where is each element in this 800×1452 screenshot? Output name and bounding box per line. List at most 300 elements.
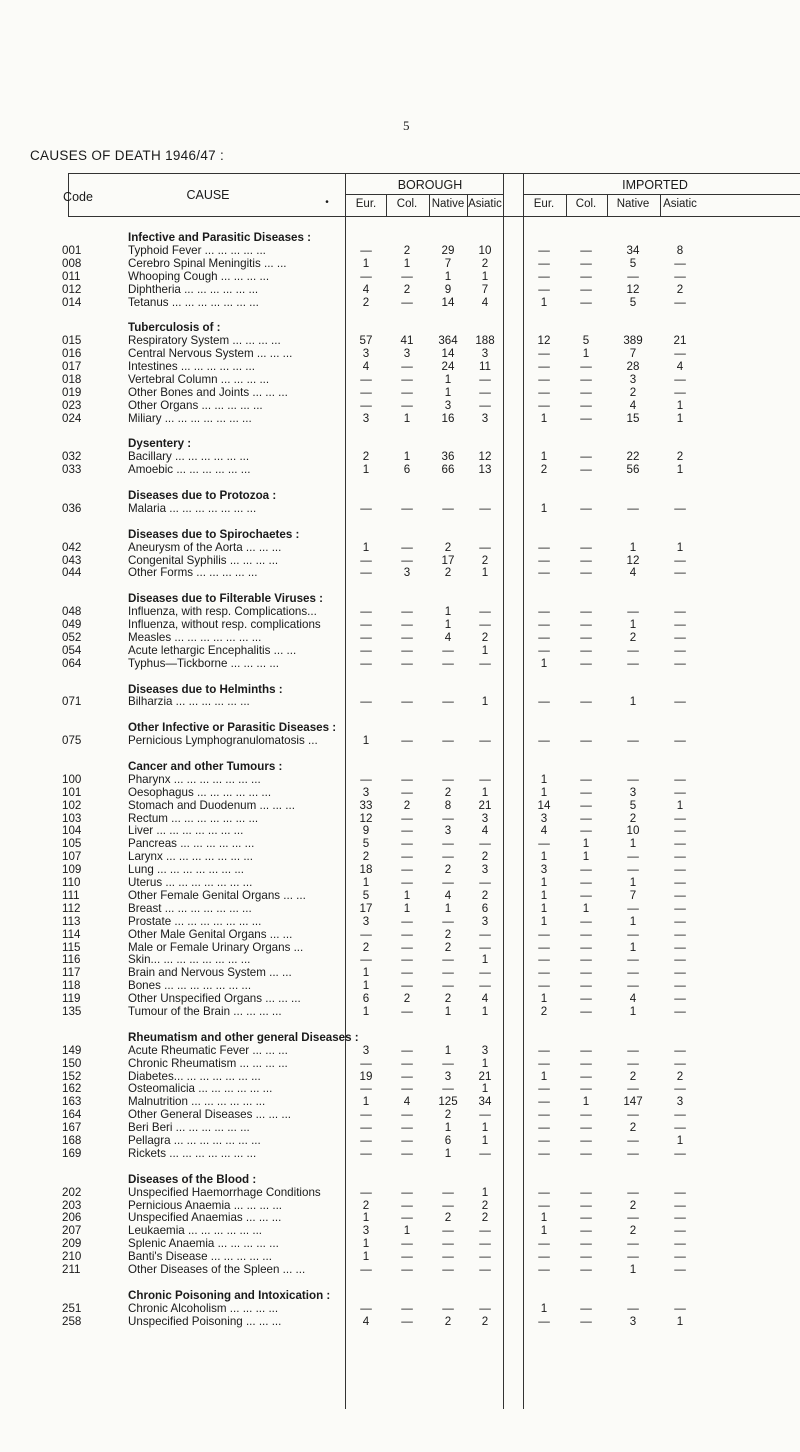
row-code: 100: [62, 772, 82, 786]
cell-borough-asiatic: 11: [478, 360, 492, 373]
cell-imported-col: —: [580, 966, 592, 980]
cell-imported-col: —: [580, 566, 592, 580]
cell-borough-eur: —: [360, 656, 372, 670]
cell-borough-native: 2: [444, 940, 452, 954]
cell-borough-native: —: [442, 914, 454, 928]
cell-imported-col: —: [580, 1211, 592, 1225]
row-cause: Pharynx ... ... ... ... ... ... ...: [128, 772, 261, 786]
cell-borough-col: —: [401, 1185, 413, 1199]
cell-imported-asiatic: —: [674, 1108, 686, 1122]
cell-imported-eur: —: [538, 1095, 550, 1109]
row-code: 164: [62, 1108, 82, 1122]
cell-imported-eur: —: [538, 953, 550, 967]
cell-borough-native: 17: [441, 553, 455, 567]
cell-imported-asiatic: 1: [676, 398, 684, 412]
cell-borough-eur: 1: [362, 876, 370, 889]
cell-borough-native: 9: [444, 282, 452, 296]
cell-borough-native: 2: [444, 1211, 452, 1225]
cell-borough-asiatic: —: [479, 1263, 491, 1276]
table-row: [0, 270, 800, 283]
cell-imported-asiatic: —: [674, 347, 686, 361]
cell-borough-eur: 17: [359, 901, 373, 915]
row-code: 115: [62, 940, 81, 954]
cell-borough-col: —: [401, 824, 413, 838]
row-code: 152: [62, 1069, 82, 1083]
cell-imported-asiatic: 2: [676, 1069, 684, 1083]
cell-borough-col: —: [401, 1146, 413, 1160]
cell-imported-eur: 1: [540, 901, 548, 915]
cell-imported-col: —: [580, 295, 592, 309]
cell-borough-native: —: [442, 1237, 454, 1251]
cell-borough-native: —: [442, 1198, 454, 1212]
row-cause: Male or Female Urinary Organs ...: [128, 940, 304, 954]
row-cause: Liver ... ... ... ... ... ... ...: [128, 824, 244, 838]
cell-imported-col: 5: [582, 334, 590, 348]
cell-imported-eur: 1: [540, 656, 548, 670]
cell-borough-asiatic: —: [479, 656, 491, 670]
cell-borough-asiatic: 2: [481, 888, 489, 902]
cell-borough-eur: 4: [362, 360, 370, 373]
table-row: [0, 902, 800, 915]
table-row: [0, 283, 800, 296]
cell-borough-asiatic: 3: [481, 347, 489, 361]
cell-borough-asiatic: 12: [478, 450, 492, 464]
cell-imported-col: —: [580, 1043, 592, 1057]
cell-imported-eur: 1: [540, 295, 548, 309]
cell-borough-eur: 19: [359, 1069, 373, 1083]
cell-imported-native: 4: [629, 992, 637, 1006]
row-cause: Pancreas ... ... ... ... ... ...: [128, 837, 255, 851]
row-code: 107: [62, 850, 82, 864]
row-code: 162: [62, 1082, 82, 1096]
cell-imported-asiatic: —: [674, 269, 686, 283]
cell-borough-eur: —: [360, 385, 372, 399]
cell-imported-eur: —: [538, 1185, 550, 1199]
cell-borough-native: —: [442, 1082, 454, 1096]
cell-borough-eur: 5: [362, 888, 370, 902]
table-row: [0, 257, 800, 270]
cell-borough-asiatic: 2: [481, 850, 489, 864]
header-bottom-border: [68, 216, 800, 217]
table-row: [0, 360, 800, 373]
section-heading: Chronic Poisoning and Intoxication :: [128, 1288, 331, 1302]
cell-imported-asiatic: —: [674, 785, 686, 799]
cell-borough-native: 24: [441, 360, 455, 373]
row-code: 102: [62, 798, 82, 812]
cell-borough-asiatic: —: [479, 927, 491, 941]
cell-imported-col: 1: [582, 1095, 590, 1109]
row-cause: Other Organs ... ... ... ... ...: [128, 398, 263, 412]
cell-imported-eur: —: [538, 1237, 550, 1251]
cell-imported-eur: 12: [537, 334, 551, 348]
cell-imported-asiatic: —: [674, 1082, 686, 1096]
table-row: [0, 824, 800, 837]
cell-borough-eur: —: [360, 1301, 372, 1315]
table-row: [0, 334, 800, 347]
cell-imported-col: —: [580, 630, 592, 644]
row-code: 105: [62, 837, 82, 851]
cell-imported-asiatic: —: [674, 927, 686, 941]
table-row: [0, 953, 800, 966]
row-cause: Unspecified Haemorrhage Conditions: [128, 1185, 321, 1199]
cell-imported-native: —: [627, 1056, 639, 1070]
cell-imported-col: —: [580, 1134, 592, 1147]
row-code: 167: [62, 1121, 82, 1135]
cell-imported-col: 1: [582, 850, 590, 864]
cell-borough-col: —: [401, 1250, 413, 1264]
cell-imported-eur: 1: [540, 1211, 548, 1225]
cell-borough-col: 1: [403, 888, 411, 902]
header-borough: BOROUGH: [397, 178, 463, 192]
cell-borough-col: —: [401, 385, 413, 399]
table-row: [0, 1057, 800, 1070]
cell-borough-col: —: [401, 837, 413, 851]
cell-borough-col: —: [401, 553, 413, 567]
cell-imported-eur: —: [538, 1043, 550, 1057]
cell-imported-native: —: [627, 1082, 639, 1096]
table-row: [0, 1315, 800, 1328]
row-cause: Cerebro Spinal Meningitis ... ...: [128, 256, 287, 270]
row-code: 103: [62, 811, 82, 825]
cell-imported-native: —: [627, 1237, 639, 1251]
cell-borough-asiatic: 1: [481, 1056, 489, 1070]
cell-borough-asiatic: —: [479, 501, 491, 515]
section-heading: Diseases due to Protozoa :: [128, 489, 277, 502]
table-row: [0, 618, 800, 631]
cell-borough-col: 2: [403, 282, 411, 296]
cell-borough-native: 3: [444, 824, 452, 838]
row-code: 049: [62, 618, 82, 631]
cell-imported-native: —: [627, 772, 639, 786]
cell-imported-asiatic: 1: [676, 463, 684, 477]
table-row: [0, 695, 800, 708]
cell-imported-native: 12: [626, 553, 640, 567]
cell-borough-eur: 1: [362, 1005, 370, 1018]
cell-imported-col: —: [580, 1224, 592, 1238]
cell-imported-col: —: [580, 798, 592, 812]
table-row: [0, 554, 800, 567]
row-code: 258: [62, 1314, 82, 1328]
cell-borough-eur: —: [360, 501, 372, 515]
row-code: 112: [62, 901, 81, 915]
cell-imported-eur: —: [538, 566, 550, 580]
cell-borough-native: 2: [444, 540, 452, 554]
cell-imported-col: —: [580, 979, 592, 993]
cell-imported-col: —: [580, 540, 592, 554]
row-cause: Chronic Rheumatism ... ... ... ...: [128, 1056, 288, 1070]
cell-imported-native: 3: [629, 372, 637, 386]
row-cause: Respiratory System ... ... ... ...: [128, 334, 281, 348]
cell-borough-asiatic: 1: [481, 1005, 489, 1018]
row-cause: Other Bones and Joints ... ... ...: [128, 385, 288, 399]
cell-imported-col: —: [580, 927, 592, 941]
table-row: [0, 1108, 800, 1121]
table-row: [0, 889, 800, 902]
cell-borough-asiatic: —: [479, 876, 491, 889]
row-cause: Amoebic ... ... ... ... ... ...: [128, 463, 251, 477]
cell-imported-asiatic: —: [674, 863, 686, 877]
cell-borough-asiatic: —: [479, 618, 491, 631]
table-row: [0, 876, 800, 889]
cell-borough-native: —: [442, 734, 454, 748]
cell-imported-native: 3: [629, 1314, 637, 1328]
row-cause: Other General Diseases ... ... ...: [128, 1108, 292, 1122]
row-cause: Central Nervous System ... ... ...: [128, 347, 293, 361]
cell-borough-eur: 1: [362, 979, 370, 993]
table-row: [0, 502, 800, 515]
cell-borough-native: 7: [444, 256, 452, 270]
cell-imported-eur: 1: [540, 1224, 548, 1238]
cell-borough-eur: 2: [362, 850, 370, 864]
row-code: 163: [62, 1095, 82, 1109]
cell-imported-col: —: [580, 1108, 592, 1122]
cell-imported-native: 2: [629, 385, 637, 399]
cell-imported-asiatic: —: [674, 850, 686, 864]
cell-borough-eur: 4: [362, 282, 370, 296]
header-bullet: •: [325, 197, 329, 208]
row-cause: Intestines ... ... ... ... ... ...: [128, 360, 255, 373]
cell-borough-native: 1: [444, 372, 452, 386]
cell-imported-asiatic: —: [674, 643, 686, 657]
cell-imported-col: —: [580, 1250, 592, 1264]
row-code: 211: [62, 1263, 81, 1276]
cell-imported-native: —: [627, 1301, 639, 1315]
table-row: [0, 1095, 800, 1108]
row-cause: Brain and Nervous System ... ...: [128, 966, 292, 980]
table-row: [0, 566, 800, 579]
cell-imported-asiatic: 3: [676, 1095, 684, 1109]
row-cause: Malnutrition ... ... ... ... ... ...: [128, 1095, 266, 1109]
cell-borough-col: —: [401, 1056, 413, 1070]
borough-divider: [345, 194, 503, 195]
cell-borough-native: 1: [444, 901, 452, 915]
cell-borough-col: —: [401, 850, 413, 864]
cell-borough-col: —: [401, 979, 413, 993]
cell-imported-native: 5: [629, 798, 637, 812]
row-cause: Bacillary ... ... ... ... ... ...: [128, 450, 250, 464]
cell-borough-eur: —: [360, 1146, 372, 1160]
table-row: [0, 541, 800, 554]
table-row: [0, 657, 800, 670]
cell-borough-col: —: [401, 1263, 413, 1276]
cell-imported-col: —: [580, 1121, 592, 1135]
cell-imported-asiatic: —: [674, 630, 686, 644]
cell-imported-col: 1: [582, 837, 590, 851]
cell-borough-native: 14: [441, 347, 455, 361]
row-cause: Other Unspecified Organs ... ... ...: [128, 992, 301, 1006]
cell-borough-native: 2: [444, 566, 452, 580]
row-cause: Other Male Genital Organs ... ...: [128, 927, 293, 941]
cell-borough-eur: 3: [362, 1043, 370, 1057]
row-code: 114: [62, 927, 81, 941]
cell-imported-native: 1: [629, 876, 637, 889]
cell-imported-asiatic: 1: [676, 540, 684, 554]
table-row: [0, 1044, 800, 1057]
cell-imported-eur: 1: [540, 914, 548, 928]
cell-borough-native: —: [442, 1056, 454, 1070]
cell-borough-col: —: [401, 863, 413, 877]
row-cause: Lung ... ... ... ... ... ... ...: [128, 863, 244, 877]
cell-borough-eur: —: [360, 695, 372, 709]
cell-borough-native: —: [442, 643, 454, 657]
cell-borough-native: 2: [444, 785, 452, 799]
cell-imported-native: —: [627, 850, 639, 864]
table-row: [0, 1224, 800, 1237]
cell-borough-asiatic: 6: [481, 901, 489, 915]
cell-borough-asiatic: 1: [481, 1185, 489, 1199]
cell-imported-native: 1: [629, 618, 637, 631]
cell-borough-native: 1: [444, 1005, 452, 1018]
cell-imported-eur: 1: [540, 450, 548, 464]
row-cause: Pellagra ... ... ... ... ... ... ...: [128, 1134, 261, 1147]
cell-borough-asiatic: 7: [481, 282, 489, 296]
cell-borough-col: —: [401, 785, 413, 799]
cell-imported-eur: 4: [540, 824, 548, 838]
table-row: [0, 1134, 800, 1147]
cell-imported-native: —: [627, 1146, 639, 1160]
header-imported: IMPORTED: [622, 178, 688, 192]
table-row: [0, 450, 800, 463]
row-cause: Breast ... ... ... ... ... ... ...: [128, 901, 252, 915]
cell-imported-native: 4: [629, 398, 637, 412]
cell-borough-native: 16: [441, 411, 455, 425]
cell-borough-native: 14: [441, 295, 455, 309]
row-code: 104: [62, 824, 82, 838]
cell-borough-native: —: [442, 850, 454, 864]
cell-imported-asiatic: —: [674, 901, 686, 915]
cell-borough-native: —: [442, 1250, 454, 1264]
section-heading: Infective and Parasitic Diseases :: [128, 231, 312, 244]
cell-imported-eur: —: [538, 347, 550, 361]
cell-imported-eur: 1: [540, 501, 548, 515]
cell-imported-asiatic: —: [674, 501, 686, 515]
cell-imported-native: —: [627, 901, 639, 915]
cell-borough-eur: 1: [362, 540, 370, 554]
cell-imported-eur: —: [538, 1108, 550, 1122]
row-code: 054: [62, 643, 82, 657]
cell-borough-asiatic: 1: [481, 269, 489, 283]
row-cause: Acute lethargic Encephalitis ... ...: [128, 643, 297, 657]
cell-imported-asiatic: 1: [676, 1314, 684, 1328]
section-heading: Diseases due to Spirochaetes :: [128, 527, 300, 541]
cell-borough-asiatic: 4: [481, 295, 489, 309]
cell-imported-native: 56: [626, 463, 640, 477]
table-row: [0, 992, 800, 1005]
cell-imported-eur: —: [538, 1121, 550, 1135]
row-code: 116: [62, 953, 81, 967]
cell-borough-col: —: [401, 269, 413, 283]
table-row: [0, 1263, 800, 1276]
table-row: [0, 412, 800, 425]
section-heading: Rheumatism and other general Diseases :: [128, 1030, 359, 1044]
cell-imported-asiatic: —: [674, 553, 686, 567]
row-code: 110: [62, 876, 81, 889]
cell-imported-native: 7: [629, 888, 637, 902]
cell-imported-col: —: [580, 992, 592, 1006]
cell-imported-asiatic: —: [674, 1005, 686, 1018]
cell-borough-asiatic: —: [479, 1146, 491, 1160]
cell-borough-eur: —: [360, 1121, 372, 1135]
cell-imported-eur: —: [538, 1263, 550, 1276]
cell-imported-asiatic: —: [674, 979, 686, 993]
cell-imported-eur: —: [538, 927, 550, 941]
cell-imported-col: —: [580, 785, 592, 799]
cell-imported-eur: —: [538, 360, 550, 373]
cell-borough-asiatic: 1: [481, 1082, 489, 1096]
cell-imported-asiatic: —: [674, 966, 686, 980]
cell-borough-native: 2: [444, 1314, 452, 1328]
cell-borough-asiatic: 10: [478, 243, 492, 257]
cell-borough-asiatic: —: [479, 1224, 491, 1238]
cell-borough-asiatic: 2: [481, 256, 489, 270]
cell-imported-eur: —: [538, 1198, 550, 1212]
table-row: [0, 837, 800, 850]
cell-borough-col: —: [401, 372, 413, 386]
cell-borough-native: 1: [444, 605, 452, 619]
cell-borough-eur: —: [360, 1108, 372, 1122]
cell-imported-native: 1: [629, 837, 637, 851]
cell-borough-native: 3: [444, 1069, 452, 1083]
row-code: 071: [62, 695, 82, 709]
cell-imported-asiatic: —: [674, 1263, 686, 1276]
cell-imported-col: —: [580, 618, 592, 631]
cell-borough-eur: 33: [359, 798, 373, 812]
row-cause: Uterus ... ... ... ... ... ... ...: [128, 876, 253, 889]
cell-borough-col: 3: [403, 566, 411, 580]
cell-borough-eur: —: [360, 1134, 372, 1147]
cell-borough-native: 3: [444, 398, 452, 412]
cell-imported-native: —: [627, 643, 639, 657]
cell-imported-eur: —: [538, 1082, 550, 1096]
cell-borough-eur: 3: [362, 914, 370, 928]
table-row: [0, 979, 800, 992]
cell-borough-native: —: [442, 876, 454, 889]
cell-borough-eur: —: [360, 1056, 372, 1070]
cell-borough-asiatic: 34: [478, 1095, 492, 1109]
cell-borough-col: —: [401, 966, 413, 980]
cell-borough-col: 4: [403, 1095, 411, 1109]
cell-borough-native: —: [442, 1224, 454, 1238]
cell-borough-col: —: [401, 940, 413, 954]
section-heading: Tuberculosis of :: [128, 321, 221, 335]
row-cause: Typhus—Tickborne ... ... ... ...: [128, 656, 279, 670]
cell-imported-native: —: [627, 1134, 639, 1147]
cell-imported-native: 10: [626, 824, 640, 838]
cell-borough-col: —: [401, 605, 413, 619]
cell-imported-eur: —: [538, 243, 550, 257]
cell-imported-asiatic: —: [674, 605, 686, 619]
cell-imported-asiatic: —: [674, 1301, 686, 1315]
row-code: 033: [62, 463, 82, 477]
cell-imported-eur: 1: [540, 888, 548, 902]
row-code: 251: [62, 1301, 82, 1315]
page-title: CAUSES OF DEATH 1946/47 :: [30, 148, 225, 163]
cell-borough-col: —: [401, 1237, 413, 1251]
cell-imported-col: —: [580, 1198, 592, 1212]
cell-imported-col: —: [580, 1005, 592, 1018]
table-row: [0, 296, 800, 309]
cell-borough-col: —: [401, 1198, 413, 1212]
cell-imported-native: 2: [629, 1069, 637, 1083]
table-row: [0, 644, 800, 657]
cell-imported-asiatic: —: [674, 372, 686, 386]
row-code: 012: [62, 282, 82, 296]
cell-borough-col: —: [401, 772, 413, 786]
table-row: [0, 386, 800, 399]
row-code: 052: [62, 630, 82, 644]
cell-imported-native: 1: [629, 914, 637, 928]
cell-borough-eur: —: [360, 953, 372, 967]
